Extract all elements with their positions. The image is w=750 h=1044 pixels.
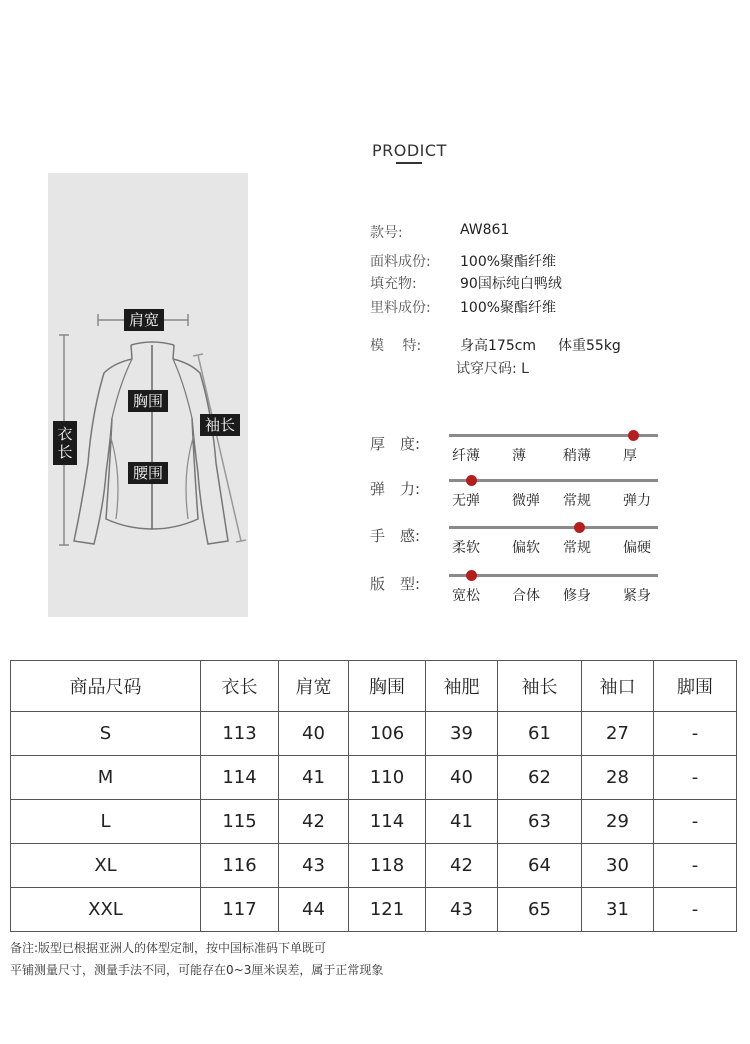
scale-option: 微弹: [512, 493, 540, 509]
table-cell: 30: [582, 844, 654, 888]
table-header-cell: 商品尺码: [11, 661, 201, 712]
scale-option: 紧身: [623, 588, 651, 604]
table-header-row: [11, 661, 737, 712]
table-row: [11, 712, 737, 756]
table-header-cell: 衣长: [201, 661, 279, 712]
filling-value: 90国标纯白鸭绒: [460, 276, 562, 292]
scale-bar: [449, 479, 658, 482]
waist-tag: 腰围: [128, 462, 168, 484]
table-cell: 41: [279, 756, 349, 800]
size-cell: S: [11, 712, 201, 756]
sleeve-length-tag: 袖长: [200, 414, 240, 436]
scale-option: 偏硬: [623, 540, 651, 556]
shoulder-width-tag: 肩宽: [124, 309, 164, 331]
scale-option: 稍薄: [563, 448, 591, 464]
table-cell: 115: [201, 800, 279, 844]
table-cell: 28: [582, 756, 654, 800]
model-height: 身高175cm: [460, 338, 537, 354]
table-cell: -: [654, 844, 737, 888]
size-cell: XXL: [11, 888, 201, 932]
lining-value: 100%聚酯纤维: [460, 300, 557, 316]
table-header-cell: 袖口: [582, 661, 654, 712]
measurement-diagram: [48, 173, 248, 617]
scale-option: 合体: [512, 588, 540, 604]
model-label: 模 特:: [370, 338, 422, 354]
style-label: 款号:: [370, 225, 403, 241]
scale-option: 常规: [563, 540, 591, 556]
table-row: [11, 888, 737, 932]
size-cell: M: [11, 756, 201, 800]
table-cell: 113: [201, 712, 279, 756]
table-cell: 29: [582, 800, 654, 844]
table-cell: -: [654, 712, 737, 756]
fabric-value: 100%聚酯纤维: [460, 254, 557, 270]
scale-option: 常规: [563, 493, 591, 509]
scale-option: 纤薄: [452, 448, 480, 464]
lining-label: 里料成份:: [370, 300, 431, 316]
table-cell: 43: [426, 888, 498, 932]
table-cell: 118: [349, 844, 426, 888]
size-cell: L: [11, 800, 201, 844]
style-value: AW861: [460, 222, 510, 238]
table-cell: 44: [279, 888, 349, 932]
scale-indicator-dot: [574, 522, 585, 533]
table-row: [11, 800, 737, 844]
table-cell: 31: [582, 888, 654, 932]
table-cell: 63: [498, 800, 582, 844]
size-cell: XL: [11, 844, 201, 888]
table-cell: -: [654, 888, 737, 932]
table-cell: 61: [498, 712, 582, 756]
table-cell: 114: [201, 756, 279, 800]
table-cell: 121: [349, 888, 426, 932]
table-header-cell: 脚围: [654, 661, 737, 712]
scale-option: 无弹: [452, 493, 480, 509]
table-cell: 43: [279, 844, 349, 888]
table-cell: 42: [426, 844, 498, 888]
table-cell: -: [654, 756, 737, 800]
lining-row: [370, 297, 557, 317]
scale-indicator-dot: [466, 475, 477, 486]
scale-label: 版 型:: [370, 575, 421, 593]
table-cell: 116: [201, 844, 279, 888]
scale-indicator-dot: [466, 570, 477, 581]
scale-indicator-dot: [628, 430, 639, 441]
fabric-label: 面料成份:: [370, 254, 431, 270]
filling-label: 填充物:: [370, 276, 417, 292]
scale-label: 厚 度:: [370, 435, 421, 453]
note-line-1: 备注:版型已根据亚洲人的体型定制，按中国标准码下单既可: [10, 941, 327, 955]
table-cell: 42: [279, 800, 349, 844]
table-row: [11, 844, 737, 888]
scale-bar: [449, 526, 658, 529]
table-cell: 106: [349, 712, 426, 756]
style-row: [370, 222, 510, 242]
table-cell: 65: [498, 888, 582, 932]
table-header-cell: 袖长: [498, 661, 582, 712]
table-cell: 40: [426, 756, 498, 800]
fabric-row: [370, 251, 557, 271]
table-cell: 41: [426, 800, 498, 844]
scale-label: 手 感:: [370, 527, 421, 545]
scale-option: 弹力: [623, 493, 651, 509]
model-weight: 体重55kg: [558, 338, 621, 354]
scale-option: 柔软: [452, 540, 480, 556]
table-cell: 39: [426, 712, 498, 756]
try-size: 试穿尺码: L: [456, 361, 529, 377]
scale-bar: [449, 574, 658, 577]
title-underline: [396, 162, 422, 164]
table-header-cell: 肩宽: [279, 661, 349, 712]
table-row: [11, 756, 737, 800]
table-cell: 64: [498, 844, 582, 888]
chest-tag: 胸围: [128, 390, 168, 412]
table-cell: 114: [349, 800, 426, 844]
table-header-cell: 胸围: [349, 661, 426, 712]
table-cell: 40: [279, 712, 349, 756]
table-cell: -: [654, 800, 737, 844]
table-cell: 117: [201, 888, 279, 932]
table-header-cell: 袖肥: [426, 661, 498, 712]
scale-label: 弹 力:: [370, 480, 421, 498]
table-cell: 110: [349, 756, 426, 800]
scale-option: 修身: [563, 588, 591, 604]
model-row: [370, 335, 621, 355]
table-cell: 62: [498, 756, 582, 800]
scale-option: 偏软: [512, 540, 540, 556]
scale-option: 宽松: [452, 588, 480, 604]
scale-option: 厚: [623, 448, 637, 464]
filling-row: [370, 273, 562, 293]
table-cell: 27: [582, 712, 654, 756]
note-line-2: 平铺测量尺寸，测量手法不同，可能存在0~3厘米误差，属于正常现象: [10, 963, 384, 977]
scale-bar: [449, 434, 658, 437]
size-table: [10, 660, 737, 932]
length-tag: 衣长: [53, 421, 77, 465]
page-title: PRODICT: [372, 141, 447, 160]
scale-option: 薄: [512, 448, 526, 464]
